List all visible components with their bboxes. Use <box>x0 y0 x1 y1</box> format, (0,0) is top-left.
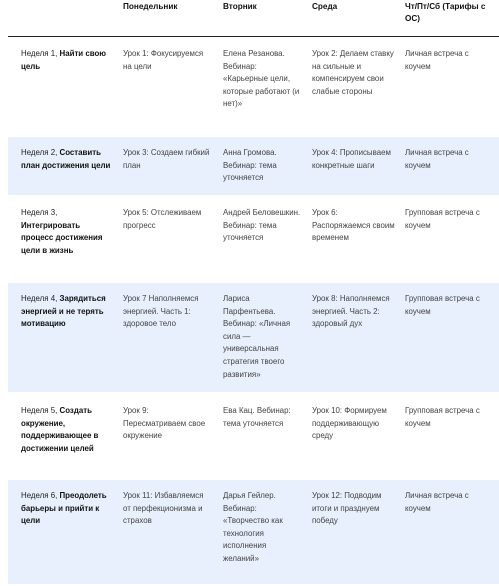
table-row <box>8 480 499 584</box>
thursday-cell: Личная встреча с коучем <box>405 49 469 71</box>
tuesday-cell: Анна Громова. Вебинар: тема уточняется <box>223 148 277 183</box>
table-row <box>8 392 499 480</box>
thursday-cell: Групповая встреча с коучем <box>405 294 480 316</box>
header-monday: Понедельник <box>123 2 178 11</box>
monday-cell: Урок 11: Избавляемся от перфекционизма и страхов <box>123 491 204 526</box>
thursday-cell: Личная встреча с коучем <box>405 148 469 170</box>
wednesday-cell: Урок 6: Распоряжаемся своим временем <box>312 208 395 243</box>
thursday-cell: Групповая встреча с коучем <box>405 406 480 428</box>
table-row <box>8 195 499 283</box>
header-tuesday: Вторник <box>223 2 257 11</box>
tuesday-cell: Елена Резанова. Вебинар: «Карьерные цели, которые работают (и нет)» <box>223 49 300 109</box>
wednesday-cell: Урок 10: Формируем поддерживающую среду <box>312 406 387 441</box>
table-row <box>8 137 499 195</box>
table-row <box>8 283 499 392</box>
table-row <box>8 37 499 137</box>
week-cell: Неделя 4, Зарядиться энергией и не терять мотивацию <box>21 294 106 329</box>
tuesday-cell: Андрей Беловешкин. Вебинар: тема уточняется <box>223 208 301 243</box>
tuesday-cell: Ева Кац. Вебинар: тема уточняется <box>223 406 291 428</box>
header-thu-fri-sat: Чт/Пт/Сб (Тарифы с ОС) <box>405 2 486 23</box>
wednesday-cell: Урок 2: Делаем ставку на сильные и компенсируем свои слабые стороны <box>312 49 394 96</box>
week-cell: Неделя 2, Составить план достижения цели <box>21 148 111 170</box>
week-cell: Неделя 1, Найти свою цель <box>21 49 107 71</box>
header-wednesday: Среда <box>312 2 338 11</box>
monday-cell: Урок 1: Фокусируемся на цели <box>123 49 204 71</box>
table-header <box>8 0 499 37</box>
monday-cell: Урок 9: Пересматриваем свое окружение <box>123 406 206 441</box>
schedule-table <box>8 0 499 584</box>
wednesday-cell: Урок 8: Наполняемся энергией. Часть 2: здоровый дух <box>312 294 390 329</box>
thursday-cell: Групповая встреча с коучем <box>405 208 480 230</box>
monday-cell: Урок 5: Отслеживаем прогресс <box>123 208 202 230</box>
monday-cell: Урок 3: Создаем гибкий план <box>123 148 210 170</box>
thursday-cell: Личная встреча с коучем <box>405 491 469 513</box>
monday-cell: Урок 7 Наполняемся энергией. Часть 1: здоровое тело <box>123 294 199 329</box>
week-cell: Неделя 3, Интегрировать процесс достижения цели в жизнь <box>21 208 103 255</box>
wednesday-cell: Урок 12: Подводим итоги и празднуем победу <box>312 491 382 526</box>
wednesday-cell: Урок 4: Прописываем конкретные шаги <box>312 148 391 170</box>
week-cell: Неделя 6, Преодолеть барьеры и прийти к цели <box>21 491 107 526</box>
week-cell: Неделя 5, Создать окружение, поддерживающее в достижении целей <box>21 406 99 453</box>
tuesday-cell: Дарья Гейлер. Вебинар: «Творчество как технология исполнения желаний» <box>223 491 283 563</box>
tuesday-cell: Лариса Парфентьева. Вебинар: «Личная сила — универсальная стратегия твоего развития» <box>223 294 291 379</box>
